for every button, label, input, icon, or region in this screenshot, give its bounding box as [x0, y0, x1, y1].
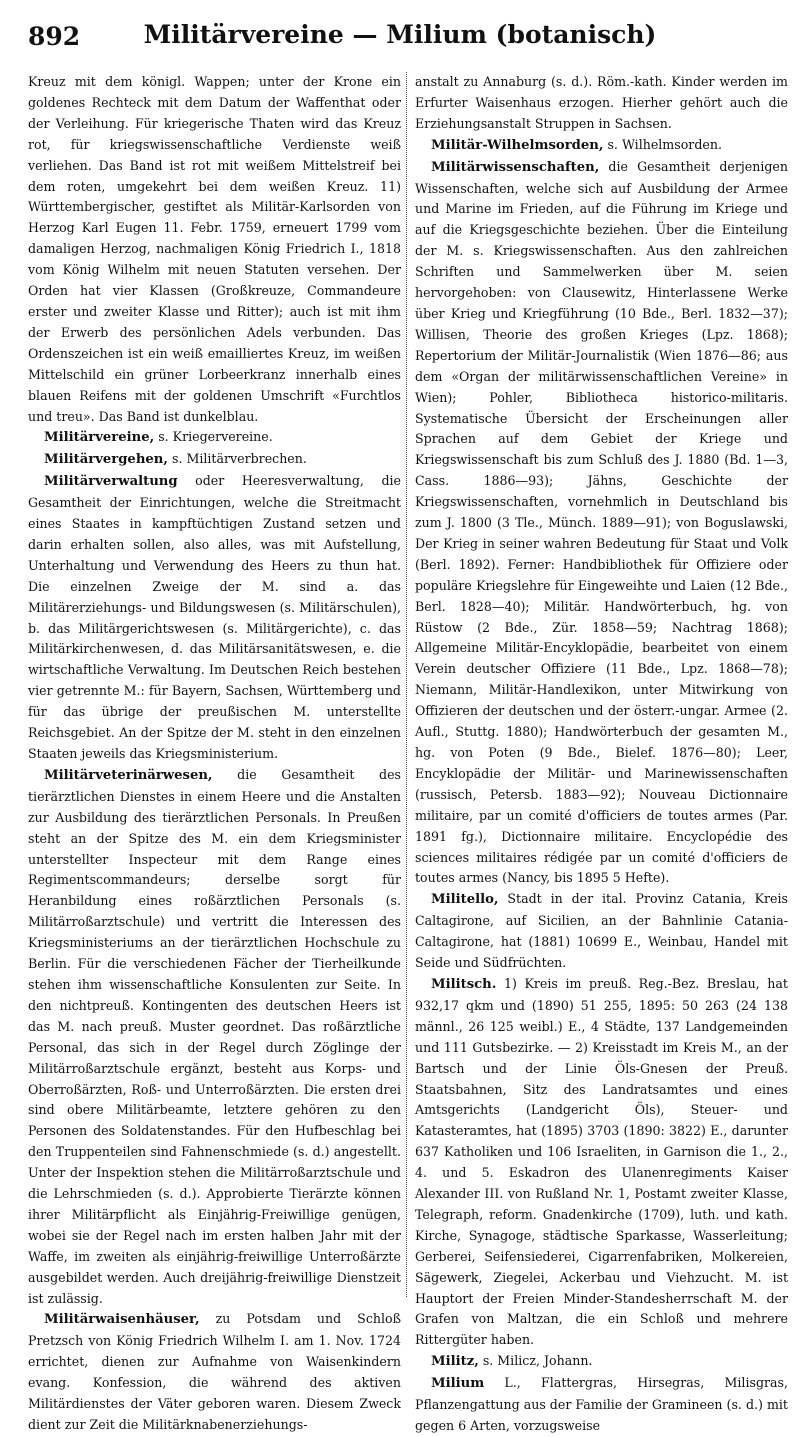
- entry-headword: Militärveterinärwesen,: [44, 767, 213, 783]
- right-column: [415, 72, 788, 1433]
- entry-headword: Militello,: [431, 892, 499, 908]
- entry-headword: Militz,: [431, 1354, 479, 1370]
- entry-text: Kreuz mit dem königl. Wappen; unter der Krone ein goldenes Rechteck mit dem Datum der Waffenthat oder der Verleihung. Für kriegerische Thaten wird das Kreuz rot, für kriegswissenschaftliche Verdienste weiß verliehen. Das Band ist rot mit weißem Mittelstreif bei dem roten, umgekehrt bei dem weißen Kreuz. 11) Württembergischer, gestiftet als Militär-Karlsorden von Herzog Karl Eugen 11. Febr. 1759, erneuert 1799 vom damaligen Herzog, nachmaligen König Friedrich I., 1818 vom König Wilhelm mit neuen Statuten versehen. Der Orden hat vier Klassen (Großkreuze, Commandeure erster und zweiter Klasse und Ritter); auch ist mit ihm der Erwerb des persönlichen Adels verbunden. Das Ordenszeichen ist ein weiß emailliertes Kreuz, im weißen Mittelschild ein grüner Lorbeerkranz innerhalb eines blauen Reifens mit der goldenen Umschrift «Furchtlos und treu». Das Band ist dunkelblau.: [28, 74, 401, 424]
- entry-headword: Militärvereine,: [44, 430, 155, 446]
- entry-text: s. Militärverbrechen.: [167, 451, 307, 467]
- entry-headword: Milium: [431, 1376, 485, 1392]
- entry-text: zu Potsdam und Schloß Pretzsch von König Friedrich Wilhelm I. am 1. Nov. 1724 errichtet, dienen zur Aufnahme von Waisenkindern evang. Konfession, die während des aktiven Militärdienstes der Väter geboren waren. Diesem Zweck dient zur Zeit die Militärknabenerziehungs-: [28, 1311, 401, 1432]
- entry-text: die Gesamtheit des tierärztlichen Dienstes in einem Heere und die Anstalten zur Ausbildung des tierärztlichen Personals. In Preußen steht an der Spitze des M. ein dem Kriegsminister unterstellter Inspecteur mit dem Range eines Regimentscommandeurs; derselbe sorgt für Heranbildung eines roßärztlichen Personals (s. Militärroßarztschule) und vertritt die Interessen des Kriegsministeriums an der tierärztlichen Hochschule zu Berlin. Für die verschiedenen Fächer der Tierheilkunde stehen ihm wissenschaftliche Konsulenten zur Seite. In den nichtpreuß. Kontingenten des deutschen Heers ist das M. nach preuß. Muster geordnet. Das roßärztliche Personal, das sich in der Regel durch Zöglinge der Militärroßarztschule ergänzt, besteht aus Korps- und Oberroßärzten, Roß- und Unterroßärzten. Die ersten drei sind obere Militärbeamte, letztere gehören zu den Personen des Soldatenstandes. Für den Hufbeschlag bei den Truppenteilen sind Fahnenschmiede (s. d.) angestellt. Unter der Inspektion stehen die Militärroßarztschule und die Lehrschmieden (s. d.). Approbierte Tierärzte können ihrer Militärpflicht als Einjährig-Freiwillige genügen, wobei sie der Regel nach im ersten halben Jahr mit der Waffe, im zweiten als einjährig-freiwillige Unterroßärzte ausgebildet werden. Auch dreijährig-freiwillige Dienstzeit ist zulässig.: [28, 766, 401, 1306]
- running-title: Militärvereine — Milium (botanisch): [143, 20, 657, 49]
- dictionary-entry: [415, 974, 788, 1351]
- entry-text: s. Wilhelmsorden.: [603, 136, 722, 152]
- entry-headword: Militärvergehen,: [44, 452, 168, 468]
- entry-headword: Militsch.: [431, 976, 497, 992]
- dictionary-entry: [28, 449, 401, 471]
- entry-text: s. Milicz, Johann.: [478, 1353, 593, 1369]
- entry-text: Stadt in der ital. Provinz Catania, Kreis Caltagirone, auf Sicilien, an der Bahnlinie Catania-Caltagirone, hat (1881) 10699 E., Weinbau, Handel mit Seide und Südfrüchten.: [415, 891, 788, 971]
- dictionary-entry: [28, 471, 401, 765]
- dictionary-entry: [415, 157, 788, 890]
- entry-text: L., Flattergras, Hirsegras, Milisgras, Pflanzengattung aus der Familie der Gramineen (s. d.) mit gegen 6 Arten, vorzugsweise: [415, 1375, 788, 1433]
- text-columns: [28, 72, 788, 1433]
- entry-text: anstalt zu Annaburg (s. d.). Röm.-kath. Kinder werden im Erfurter Waisenhaus erzogen. Hierher gehört auch die Erziehungsanstalt Struppen in Sachsen.: [415, 74, 788, 131]
- entry-headword: Militär-Wilhelmsorden,: [431, 137, 604, 153]
- dictionary-entry: [28, 427, 401, 449]
- dictionary-entry: [28, 72, 401, 427]
- dictionary-entry: [415, 1373, 788, 1437]
- entry-text: die Gesamtheit derjenigen Wissenschaften, welche sich auf Ausbildung der Armee und Marine im Frieden, auf die Führung im Kriege und auf die Kriegsgeschichte beziehen. Über die Einteilung der M. s. Kriegswissenschaften. Aus den zahlreichen Schriften und Sammelwerken über M. seien hervorgehoben: von Clausewitz, Hinterlassene Werke über Krieg und Kriegführung (10 Bde., Berl. 1832—37); Willisen, Theorie des großen Krieges (Lpz. 1868); Repertorium der Militär-Journalistik (Wien 1876—86; aus dem «Organ der militärwissenschaftlichen Vereine» in Wien); Pohler, Bibliotheca historico-militaris. Systematische Übersicht der Erscheinungen aller Sprachen auf dem Gebiet der Kriege und Kriegswissenschaft bis zum Schluß des J. 1880 (Bd. 1—3, Cass. 1886—93); Jähns, Geschichte der Kriegswissenschaften, vornehmlich in Deutschland bis zum J. 1800 (3 Tle., Münch. 1889—91); von Boguslawski, Der Krieg in seiner wahren Bedeutung für Staat und Volk (Berl. 1892). Ferner: Handbibliothek für Offiziere oder populäre Kriegslehre für Eingeweihte und Laien (12 Bde., Berl. 1828—40); Militär. Handwörterbuch, hg. von Rüstow (2 Bde., Zür. 1858—59; Nachtrag 1868); Allgemeine Militär-Encyklopädie, bearbeitet von einem Verein deutscher Offiziere (11 Bde., Lpz. 1868—78); Niemann, Militär-Handlexikon, unter Mitwirkung von Offizieren der deutschen und der österr.-ungar. Armee (2. Aufl., Stuttg. 1880); Handwörterbuch der gesamten M., hg. von Poten (9 Bde., Bielef. 1876—80); Leer, Encyklopädie der Militär- und Marinewissenschaften (russisch, Petersb. 1883—92); Nouveau Dictionnaire militaire, par un comité d'officiers de toutes armes (Par. 1891 fg.), Dictionnaire militaire. Encyclopédie des sciences militaires rédigée par un comité d'officiers de toutes armes (Nancy, bis 1895 5 Hefte).: [415, 158, 788, 886]
- left-column: [28, 72, 401, 1432]
- page-header: [0, 0, 800, 62]
- dictionary-entry: [415, 135, 788, 157]
- dictionary-entry: [415, 889, 788, 974]
- entry-text: s. Kriegervereine.: [154, 429, 273, 445]
- entry-headword: Militärverwaltung: [44, 474, 178, 490]
- entry-headword: Militärwaisenhäuser,: [44, 1312, 200, 1328]
- dictionary-entry: [415, 1351, 788, 1373]
- dictionary-entry: [28, 1309, 401, 1435]
- dictionary-entry: [28, 765, 401, 1310]
- entry-text: 1) Kreis im preuß. Reg.-Bez. Breslau, hat 932,17 qkm und (1890) 51 255, 1895: 50 263 (24 138 männl., 26 125 weibl.) E., 4 Städte, 137 Landgemeinden und 111 Gutsbezirke. — 2) Kreisstadt im Kreis M., an der Bartsch und der Linie Öls-Gnesen der Preuß. Staatsbahnen, Sitz des Landratsamtes und eines Amtsgerichts (Landgericht Öls), Steuer- und Katasteramtes, hat (1895) 3703 (1890: 3822) E., darunter 637 Katholiken und 106 Israeliten, in Garnison die 1., 2., 4. und 5. Eskadron des Ulanenregiments Kaiser Alexander III. von Rußland Nr. 1, Postamt zweiter Klasse, Telegraph, reform. Gnadenkirche (1709), luth. und kath. Kirche, Synagoge, städtische Sparkasse, Wasserleitung; Gerberei, Seifensiederei, Cigarrenfabriken, Molkereien, Sägewerk, Ziegelei, Ackerbau und Viehzucht. M. ist Hauptort der Freien Minder-Standesherrschaft M. der Grafen von Maltzan, die ein Schloß und mehrere Rittergüter haben.: [415, 975, 788, 1348]
- dictionary-entry: [415, 72, 788, 135]
- entry-headword: Militärwissenschaften,: [431, 159, 600, 175]
- page-number: 892: [28, 22, 81, 51]
- entry-text: oder Heeresverwaltung, die Gesamtheit der Einrichtungen, welche die Streitmacht eines Staates in kampftüchtigen Zustand setzen und darin erhalten sollen, also alles, was mit Aufstellung, Unterhaltung und Verwendung des Heers zu thun hat. Die einzelnen Zweige der M. sind a. das Militärerziehungs- und Bildungswesen (s. Militärschulen), b. das Militärgerichtswesen (s. Militärgerichte), c. das Militärkirchenwesen, d. das Militärsanitätswesen, e. die wirtschaftliche Verwaltung. Im Deutschen Reich bestehen vier getrennte M.: für Bayern, Sachsen, Württemberg und für das übrige der preußischen M. unterstellte Reichsgebiet. An der Spitze der M. steht in den einzelnen Staaten jeweils das Kriegsministerium.: [28, 473, 401, 761]
